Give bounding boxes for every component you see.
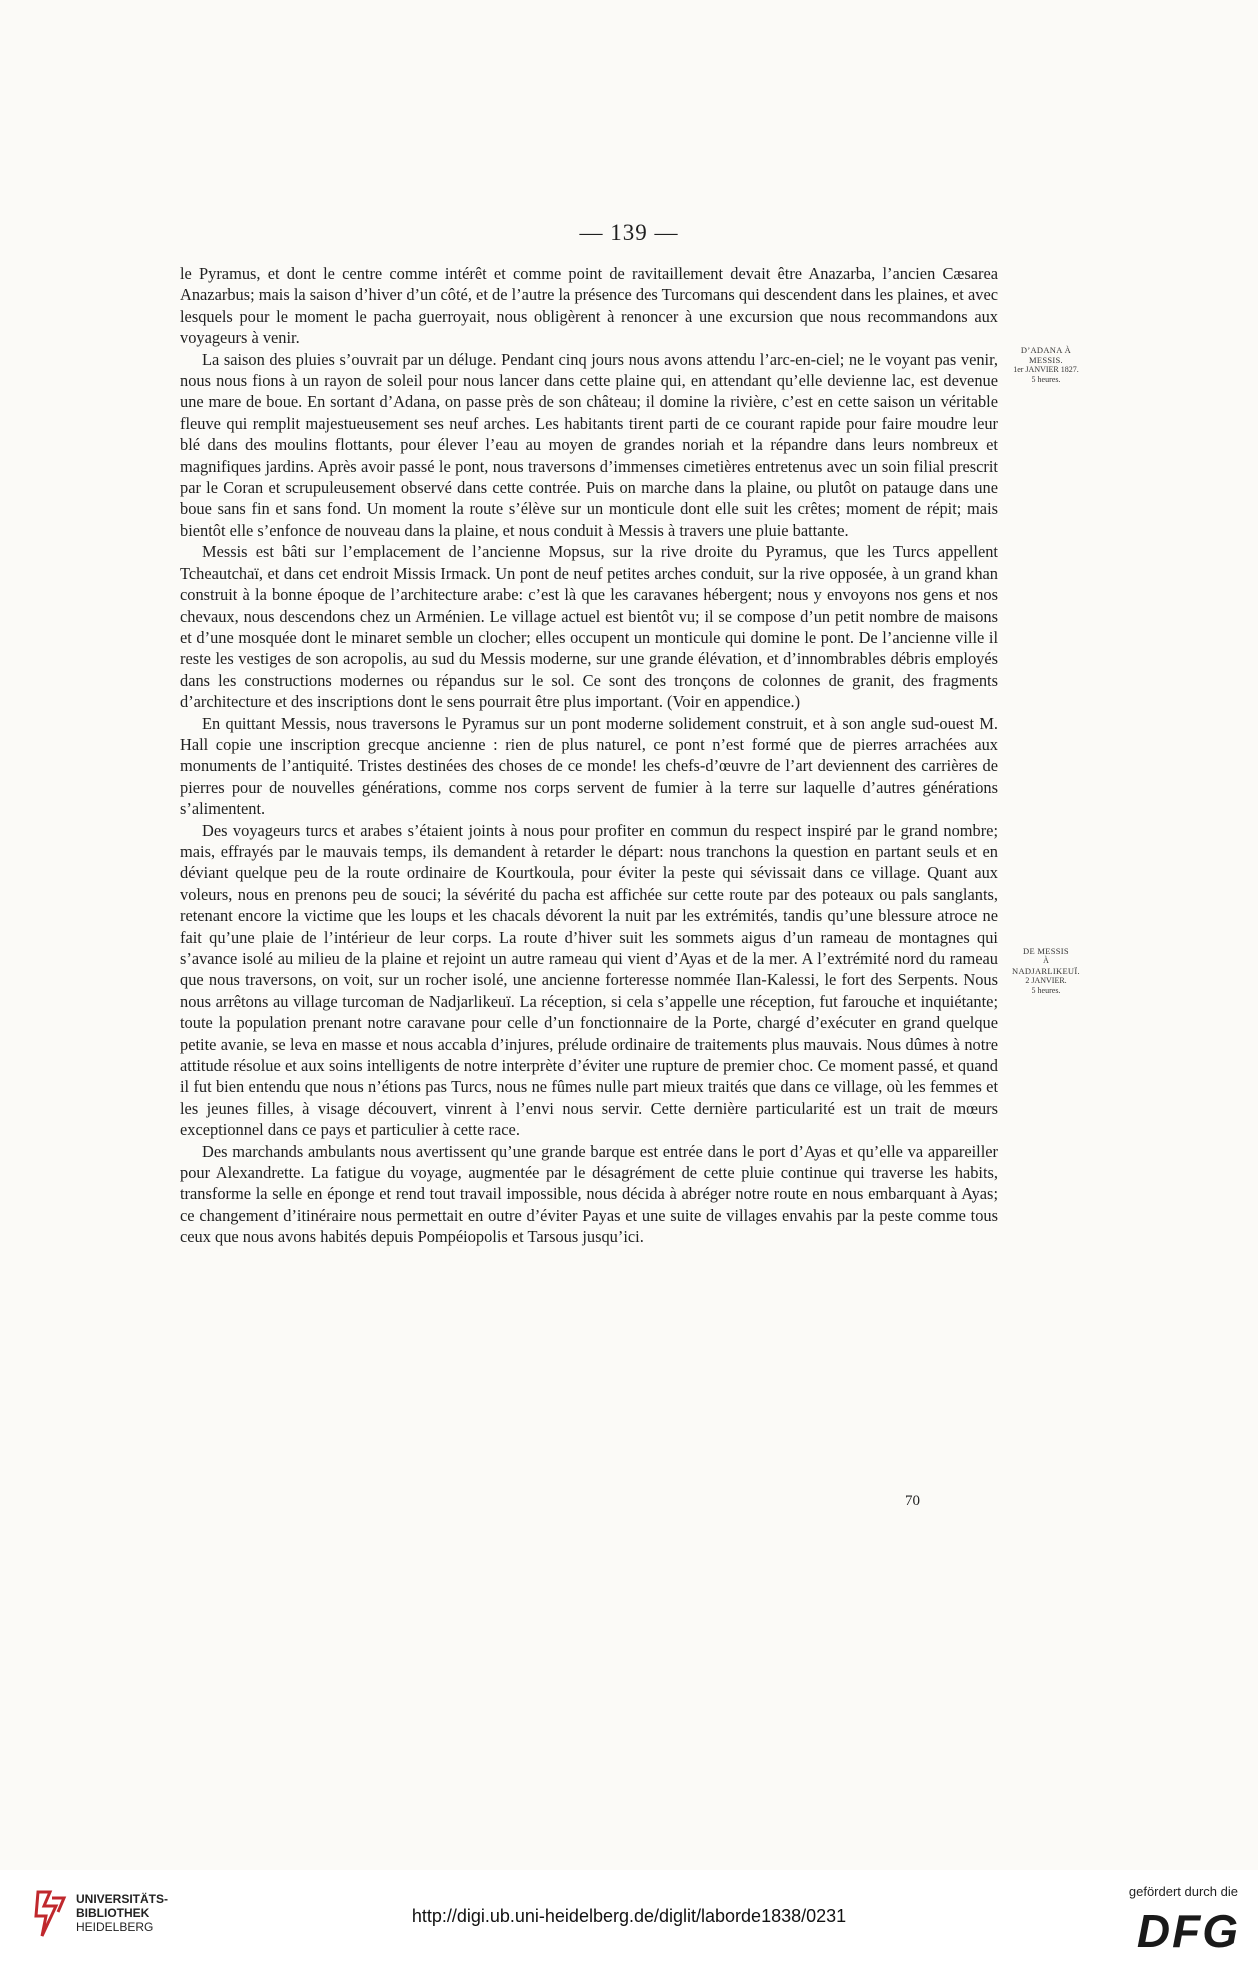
page-number: — 139 — xyxy=(579,220,679,245)
marginal-note-line: NADJARLIKEUÏ. xyxy=(1012,966,1080,976)
marginal-note-line: 1er JANVIER 1827. xyxy=(1013,365,1079,374)
marginal-note-line: D’ADANA À MESSIS. xyxy=(1020,345,1072,365)
paragraph: En quittant Messis, nous traversons le Pyramus sur un pont moderne solidement construit, et à son angle sud-ouest M. Hall copie une inscription grecque ancienne : rien de plus naturel, ce pont n’est formé que de pierres arrachées aux monuments de l’antiquité. Tristes destinées des choses de ce monde! les chefs-d’œuvre de l’art deviennent des carrières de pierres pour de nouvelles générations, comme nos corps servent de fumier à la terre sur laquelle d’autres générations s’alimentent. xyxy=(180,713,998,819)
marginal-note-line: 2 JANVIER. xyxy=(1025,976,1067,985)
marginal-note-line: DE MESSIS xyxy=(1023,946,1069,956)
institution-line: BIBLIOTHEK xyxy=(76,1906,150,1920)
marginal-note-adana-messis xyxy=(1005,345,1087,385)
dfg-logo: DFG xyxy=(1136,1905,1240,1957)
paragraph: La saison des pluies s’ouvrait par un déluge. Pendant cinq jours nous avons attendu l’arc-en-ciel; ne le voyant pas venir, nous nous fions à un rayon de soleil pour nous lancer dans cette plaine qui, en attendant qu’elle devienne lac, est devenue une mare de boue. En sortant d’Adana, on passe près de son château; il domine la rivière, c’est en cette saison un véritable fleuve qui remplit majestueusement ses neuf arches. Les habitants tirent parti de ce courant rapide pour faire moudre leur blé dans des moulins flottants, pour élever l’eau au moyen de grandes noriah et la répandre dans leurs nombreux et magnifiques jardins. Après avoir passé le pont, nous traversons d’immenses cimetières entretenus avec un soin filial prescrit par le Coran et scrupuleusement observé dans cette contrée. Puis on marche dans la plaine, ou plutôt on patauge dans une boue sans fin et sans fond. Un moment la route s’élève sur un monticule dont elle suit les crêtes; moment de répit; mais bientôt elle s’enfonce de nouveau dans la plaine, et nous conduit à Messis à travers une pluie battante. xyxy=(180,349,998,540)
paragraph: Des marchands ambulants nous avertissent qu’une grande barque est entrée dans le port d’Ayas et qu’elle va appareiller pour Alexandrette. La fatigue du voyage, augmentée par le désagrément de cette pluie continue qui traverse les habits, transforme la selle en éponge et rend tout travail impossible, nous décida à abréger notre route en nous embarquant à Ayas; ce changement d’itinéraire nous permettait en outre d’éviter Payas et une suite de villages envahis par la peste comme tous ceux que nous avons habités depuis Pompéiopolis et Tarsous jusqu’ici. xyxy=(180,1141,998,1247)
institution-line: HEIDELBERG xyxy=(76,1920,154,1934)
marginal-note-line: 5 heures. xyxy=(1031,375,1061,384)
body-text xyxy=(180,263,998,1248)
footer-bar xyxy=(0,1870,1258,1970)
marginal-note-line: À xyxy=(1043,956,1049,965)
institution-line: UNIVERSITÄTS- xyxy=(76,1892,169,1906)
paragraph: Des voyageurs turcs et arabes s’étaient joints à nous pour profiter en commun du respect inspiré par le grand nombre; mais, effrayés par le mauvais temps, ils demandent à retarder le départ: nous tranchons la question en partant seuls et en déviant quelque peu de la route ordinaire de Kourtkoula, pour éviter la peste qui sévissait dans ce village. Quant aux voleurs, nous en prenons peu de souci; la sévérité du pacha est affichée sur cette route par des poteaux ou pals sanglants, retenant encore la victime que les loups et les chacals dévorent la nuit par les extrémités, tandis qu’une blessure atroce ne fait qu’une plaie de l’intérieur de leur corps. La route d’hiver suit les sommets aigus d’un rameau de montagnes qui s’avance isolé au milieu de la plaine et rejoint un autre rameau qui vient d’Ayas et de la mer. A l’extrémité nord du rameau que nous traversons, on voit, sur un rocher isolé, une ancienne forteresse nommée Ilan-Kalessi, le fort des Serpents. Nous nous arrêtons au village turcoman de Nadjarlikeuï. La réception, si cela s’appelle une réception, fut farouche et inquiétante; toute la population prenant notre caravane pour celle d’un fonctionnaire de la Porte, chargé d’exécuter en grand quelque petite avanie, se leva en masse et nous accabla d’injures, prélude ordinaire de traitements plus mauvais. Nous dûmes à notre attitude résolue et aux soins intelligents de notre interprète d’éviter une rupture de premier choc. Ce moment passé, et quand il fut bien entendu que nous n’étions pas Turcs, nous ne fûmes nulle part mieux traités que dans ce village, où les femmes et les jeunes filles, à visage découvert, vinrent à l’envi nous servir. Cette dernière particularité est un trait de mœurs exceptionnel dans ce pays et particulier à cette race. xyxy=(180,820,998,1140)
funded-by-label: gefördert durch die xyxy=(1128,1884,1238,1899)
paragraph: le Pyramus, et dont le centre comme intérêt et comme point de ravitaillement devait être Anazarba, l’ancien Cæsarea Anazarbus; mais la saison d’hiver d’un côté, et de l’autre la présence des Turcomans qui descendent dans les plaines, et avec lesquels pour le moment le pacha guerroyait, nous obligèrent à renoncer à une excursion que nous recommandons aux voyageurs à venir. xyxy=(180,264,998,348)
marginal-note-line: 5 heures. xyxy=(1031,986,1061,995)
paragraph: Messis est bâti sur l’emplacement de l’ancienne Mopsus, sur la rive droite du Pyramus, que les Turcs appellent Tcheautchaï, et dans cet endroit Missis Irmack. Un pont de neuf petites arches conduit, sur la rive opposée, à un grand khan construit à la bonne époque de l’architecture arabe: c’est là que les caravanes hébergent; nous y envoyons nos gens et nos chevaux, nous descendons chez un Arménien. Le village actuel est bientôt vu; il se compose d’un petit nombre de maisons et d’une mosquée dont le minaret semble un clocher; elles occupent un monticule qui domine le pont. De l’ancienne ville il reste les vestiges de son acropolis, au sud du Messis moderne, sur une grande élévation, et d’innombrables débris employés dans les constructions modernes ou répandus sur le sol. Ce sont des tronçons de colonnes de granit, des fragments d’architecture et des inscriptions dont le sens pourrait être plus important. (Voir en appendice.) xyxy=(180,542,998,712)
marginal-note-messis-nadjarlikeui xyxy=(1005,946,1087,996)
permalink-url[interactable]: http://digi.ub.uni-heidelberg.de/diglit/laborde1838/0231 xyxy=(411,1906,847,1926)
signature-mark: 70 xyxy=(905,1493,920,1509)
